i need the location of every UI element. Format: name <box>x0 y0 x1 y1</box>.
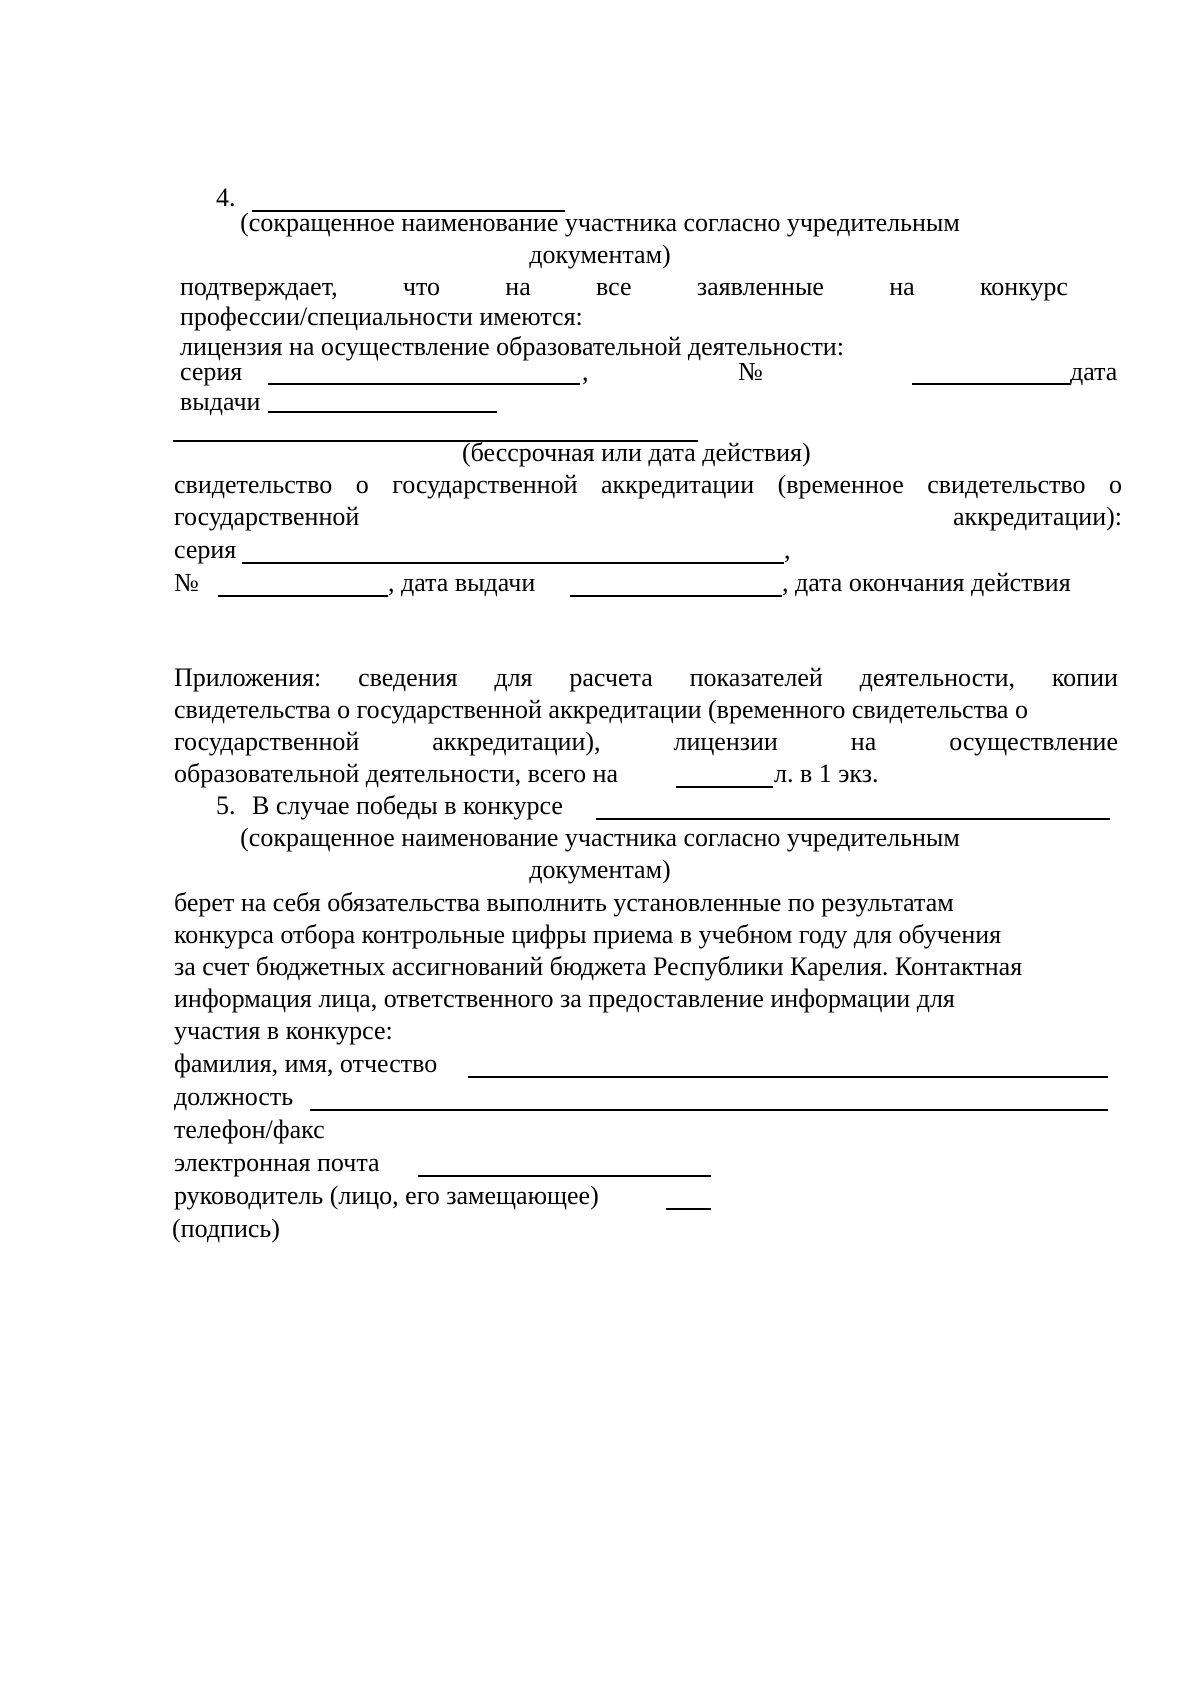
accreditation-line-2: государственной аккредитации): <box>174 502 1122 531</box>
attachments-page-count-blank <box>676 786 773 788</box>
head-signature-blank <box>666 1208 711 1210</box>
attachments-line-3: государственной аккредитации), лицензии на осуществление <box>174 727 1118 756</box>
obligation-line-2: конкурса отбора контрольные цифры приема в учебном году для обучения <box>174 920 1002 949</box>
accreditation-issue-date-blank <box>570 595 782 597</box>
license-issue-date-blank <box>268 411 497 413</box>
accreditation-line: свидетельство о государственной аккредитации (временное свидетельство о <box>174 470 1122 499</box>
item-5-text: В случае победы в конкурсе <box>252 791 563 820</box>
head-label: руководитель (лицо, его замещающее) <box>174 1181 599 1210</box>
attachments-line-2: свидетельства о государственной аккредитации (временного свидетельства о <box>174 695 1028 724</box>
email-blank <box>418 1175 711 1177</box>
accreditation-series-comma: , <box>784 535 791 564</box>
accreditation-end-date-label: , дата окончания действия <box>782 568 1071 597</box>
license-label: лицензия на осуществление образовательной деятельности: <box>180 332 844 361</box>
accreditation-number-blank <box>218 595 388 597</box>
license-number-sign: № <box>738 357 763 386</box>
accreditation-issue-date-label: , дата выдачи <box>388 568 536 597</box>
participant-caption-line1-5: (сокращенное наименование участника согласно учредительным <box>240 823 960 852</box>
license-series-label: серия <box>180 357 243 386</box>
accreditation-series-label: серия <box>174 535 237 564</box>
item-4-number: 4. <box>216 183 236 212</box>
fio-label: фамилия, имя, отчество <box>174 1049 438 1078</box>
attachments-line-4-suffix: л. в 1 экз. <box>774 759 879 788</box>
validity-caption: (бессрочная или дата действия) <box>462 438 811 467</box>
obligation-line-1: берет на себя обязательства выполнить установленные по результатам <box>174 888 954 917</box>
phone-label: телефон/факс <box>174 1115 325 1144</box>
participant-caption-line2-5: документам) <box>529 855 671 884</box>
attachments-line-4-prefix: образовательной деятельности, всего на <box>174 759 619 788</box>
license-date-word: дата <box>1070 357 1118 386</box>
participant-name-blank-5 <box>596 818 1110 820</box>
license-series-blank <box>268 383 580 385</box>
license-series-comma: , <box>582 357 589 386</box>
item-5-number: 5. <box>216 791 236 820</box>
obligation-line-5: участия в конкурсе: <box>174 1016 393 1045</box>
license-issued-label: выдачи <box>180 387 261 416</box>
obligation-line-3: за счет бюджетных ассигнований бюджета Республики Карелия. Контактная <box>174 952 1023 981</box>
license-number-blank <box>912 383 1070 385</box>
participant-caption-line1-4: (сокращенное наименование участника согласно учредительным <box>240 208 960 237</box>
signature-label: (подпись) <box>172 1214 280 1243</box>
position-label: должность <box>174 1082 294 1111</box>
professions-line: профессии/специальности имеются: <box>180 302 583 331</box>
obligation-line-4: информация лица, ответственного за предоставление информации для <box>174 984 955 1013</box>
email-label: электронная почта <box>174 1148 380 1177</box>
accreditation-series-blank <box>242 562 784 564</box>
fio-blank <box>468 1076 1108 1078</box>
confirms-line: подтверждает, что на все заявленные на конкурс <box>180 272 1068 301</box>
accreditation-number-sign: № <box>174 568 199 597</box>
participant-caption-line2-4: документам) <box>529 240 671 269</box>
attachments-line-1: Приложения: сведения для расчета показателей деятельности, копии <box>174 663 1118 692</box>
position-blank <box>310 1109 1108 1111</box>
